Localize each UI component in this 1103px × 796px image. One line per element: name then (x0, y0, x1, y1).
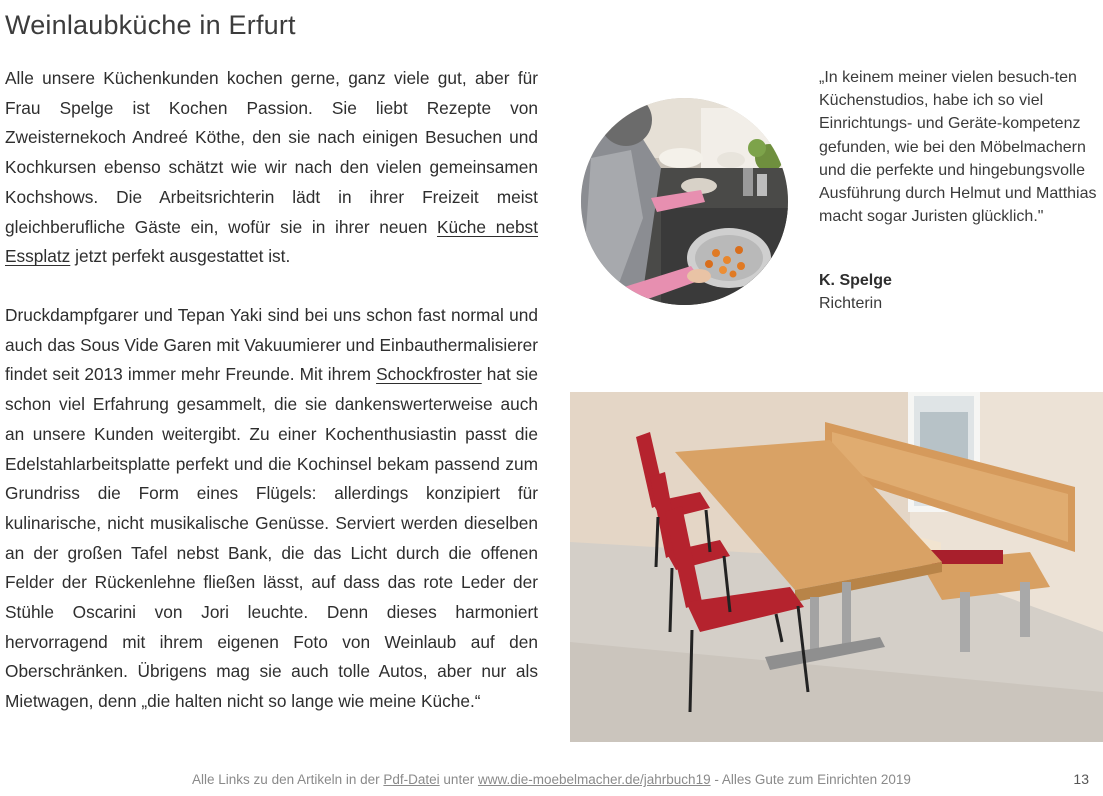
pdf-datei-link[interactable]: Pdf-Datei (383, 772, 440, 787)
footer-text-3: - Alles Gute zum Einrichten 2019 (710, 772, 911, 787)
footer-text: Alle Links zu den Artikeln in der (192, 772, 384, 787)
paragraph-intro (5, 64, 538, 272)
paragraph-intro-text: Alle unsere Küchenkunden kochen gerne, ganz viele gut, aber für Frau Spelge ist Kochen Passion. Sie liebt Rezepte von Zweisternekoch Andreé Köthe, den sie nach einigen Besuchen und Kochkursen ebenso schätzt wie wir nach den vielen gemeinsamen Kochshows. Die Arbeitsrichterin lädt in ihrer Freizeit meist gleichberufliche Gäste ein, wofür sie in ihrer neuen (5, 68, 538, 237)
quote-author: K. Spelge (819, 272, 892, 289)
kueche-essplatz-link[interactable]: Küche nebst Essplatz (5, 216, 539, 267)
paragraph-main-text: Druckdampfgarer und Tepan Yaki sind bei uns schon fast normal und auch das Sous Vide Garen mit Vakuumierer und Einbauthermalisierer findet seit 2013 immer mehr Freunde. Mit ihrem (5, 305, 538, 385)
quote-author-role: Richterin (819, 295, 883, 312)
schockfroster-link[interactable]: Schockfroster (376, 364, 482, 385)
page-number: 13 (1073, 771, 1089, 787)
cooking-photo (581, 98, 788, 305)
page-title: Weinlaubküche in Erfurt (5, 10, 296, 40)
paragraph-main (5, 301, 538, 717)
website-link[interactable]: www.die-moebelmacher.de/jahrbuch19 (477, 772, 711, 787)
dining-photo (570, 392, 1103, 742)
footer-text-2: unter (439, 772, 478, 787)
customer-quote: „In keinem meiner vielen besuch-ten Küchenstudios, habe ich so viel Einrichtungs- und Geräte-kompetenz gefunden, wie bei den Möbelmachern und die perfekte und hingebungsvolle Ausführung durch Helmut und Matthias macht sogar Juristen glücklich." (819, 69, 1097, 226)
paragraph-intro-text-end: jetzt perfekt ausgestattet ist. (70, 246, 291, 267)
footer (0, 772, 1103, 787)
paragraph-main-text-end: hat sie schon viel Erfahrung gesammelt, die sie dankenswerterweise auch an unsere Kunden weitergibt. Zu einer Kochenthusiastin passt die Edelstahlarbeitsplatte perfekt und die Kochinsel bekam passend zum Grundriss die Form eines Flügels: allerdings konzipiert für kulinarische, nicht musikalische Genüsse. Serviert werden dieselben an der großen Tafel nebst Bank, die das Licht durch die offenen Felder der Rückenlehne fließen lässt, auf dass das rote Leder der Stühle Oscarini von Jori leuchte. Denn dieses harmoniert hervorragend mit ihrem eigenen Foto von Weinlaub auf den Oberschränken. Übrigens mag sie auch tolle Autos, aber nur als Mietwagen, denn „die halten nicht so lange wie meine Küche.“ (5, 364, 538, 712)
